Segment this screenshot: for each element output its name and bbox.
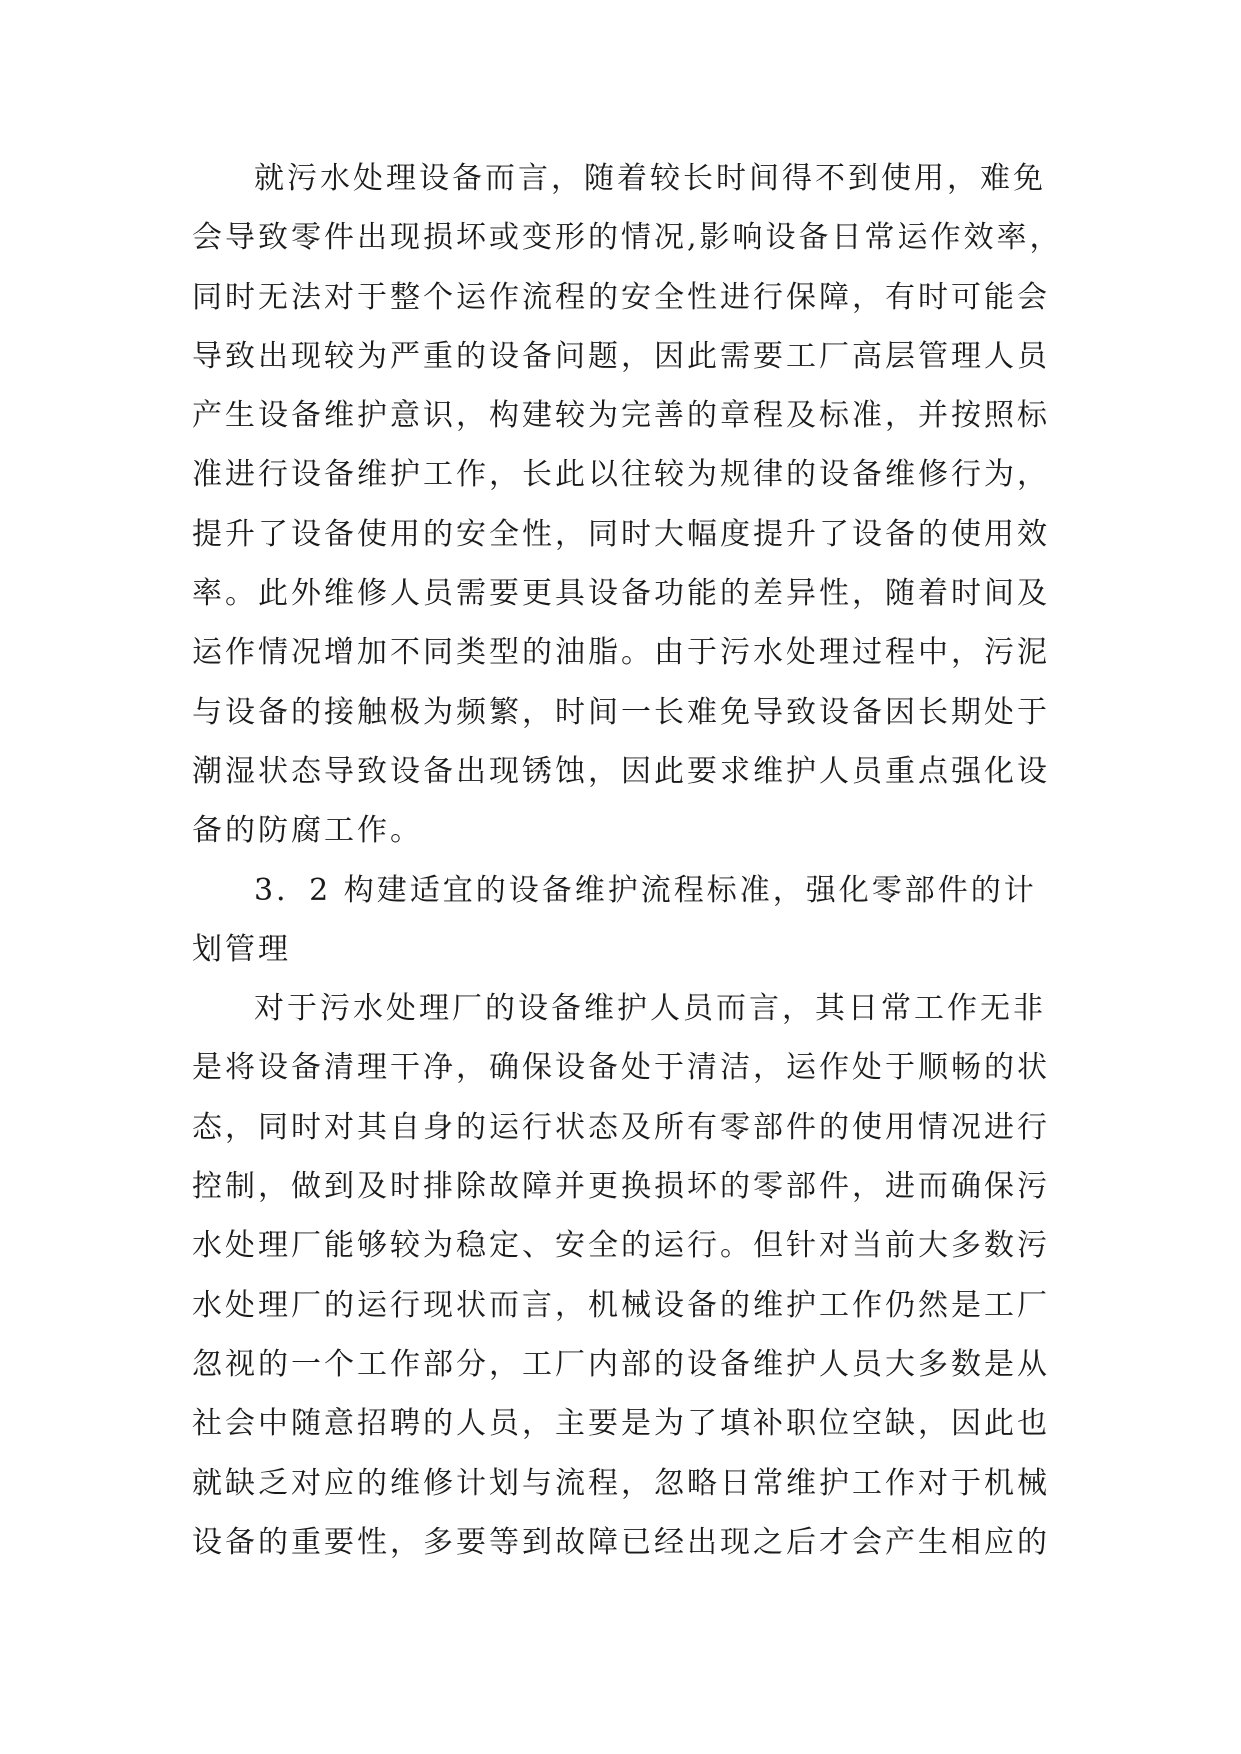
text-line: 是将设备清理干净，确保设备处于清洁，运作处于顺畅的状 bbox=[192, 1050, 1050, 1086]
text-line: 就缺乏对应的维修计划与流程，忽略日常维护工作对于机械 bbox=[192, 1465, 1050, 1501]
text-line: 运作情况增加不同类型的油脂。由于污水处理过程中，污泥 bbox=[192, 635, 1050, 671]
text-line: 潮湿状态导致设备出现锈蚀，因此要求维护人员重点强化设 bbox=[192, 753, 1050, 789]
text-line: 与设备的接触极为频繁，时间一长难免导致设备因长期处于 bbox=[192, 694, 1050, 730]
text-line: 会导致零件出现损坏或变形的情况,影响设备日常运作效率， bbox=[192, 220, 1063, 256]
text-line: 同时无法对于整个运作流程的安全性进行保障，有时可能会 bbox=[192, 279, 1050, 315]
text-line: 就污水处理设备而言，随着较长时间得不到使用，难免 bbox=[254, 161, 1046, 196]
text-line: 3．2 构建适宜的设备维护流程标准，强化零部件的计 bbox=[254, 872, 1037, 908]
text-line: 社会中随意招聘的人员，主要是为了填补职位空缺，因此也 bbox=[192, 1406, 1050, 1442]
text-line: 水处理厂的运行现状而言，机械设备的维护工作仍然是工厂 bbox=[192, 1287, 1050, 1323]
text-line: 划管理 bbox=[192, 931, 291, 967]
text-line: 对于污水处理厂的设备维护人员而言，其日常工作无非 bbox=[254, 991, 1046, 1027]
text-line: 水处理厂能够较为稳定、安全的运行。但针对当前大多数污 bbox=[192, 1228, 1050, 1264]
text-line: 率。此外维修人员需要更具设备功能的差异性，随着时间及 bbox=[192, 576, 1050, 612]
text-line: 态，同时对其自身的运行状态及所有零部件的使用情况进行 bbox=[192, 1109, 1050, 1145]
body-text bbox=[192, 161, 1072, 1587]
text-line: 导致出现较为严重的设备问题，因此需要工厂高层管理人员 bbox=[192, 338, 1050, 374]
text-line: 忽视的一个工作部分，工厂内部的设备维护人员大多数是从 bbox=[192, 1346, 1050, 1382]
text-line: 设备的重要性，多要等到故障已经出现之后才会产生相应的 bbox=[192, 1524, 1050, 1560]
text-line: 提升了设备使用的安全性，同时大幅度提升了设备的使用效 bbox=[192, 516, 1050, 552]
text-line: 产生设备维护意识，构建较为完善的章程及标准，并按照标 bbox=[192, 398, 1050, 434]
text-line: 准进行设备维护工作，长此以往较为规律的设备维修行为， bbox=[192, 457, 1050, 493]
text-line: 备的防腐工作。 bbox=[192, 813, 423, 849]
text-line: 控制，做到及时排除故障并更换损坏的零部件，进而确保污 bbox=[192, 1169, 1050, 1205]
